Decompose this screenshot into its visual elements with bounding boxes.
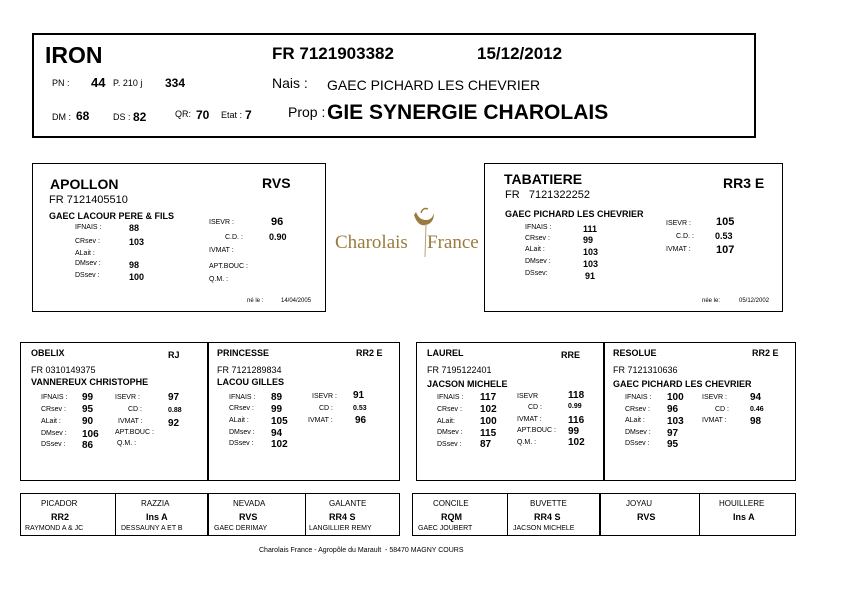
gp-stat-label: DSsev :	[41, 441, 66, 448]
p210-label: P. 210 j	[113, 78, 143, 88]
gp-stat-value: 99	[271, 404, 283, 415]
gp-stat-label: CRsev :	[229, 405, 254, 412]
dam-stat-value: 111	[583, 224, 598, 234]
gp-stat-value: 95	[667, 439, 679, 450]
sire-stat-value: 96	[271, 216, 284, 228]
logo-text-left: Charolais	[335, 232, 408, 253]
gp-stat-value: 102	[568, 437, 585, 448]
sire-stat-label: DSsev :	[75, 272, 100, 279]
gp-stat-value: 86	[82, 440, 94, 451]
gp-stat-value: 99	[82, 392, 94, 403]
sire-stat-label: IFNAIS :	[75, 224, 102, 231]
gp-stat-value: 103	[667, 416, 684, 427]
sire-owner: GAEC LACOUR PERE & FILS	[49, 211, 175, 221]
etat-label: Etat :	[221, 110, 243, 120]
gp-stat-value: 95	[82, 404, 94, 415]
ggp-owner: DESSAUNY A ET B	[121, 525, 183, 532]
gp-stat-label: APT.BOUC :	[115, 429, 154, 436]
birth-date: 15/12/2012	[477, 44, 563, 63]
gp-stat-label: DSsev :	[625, 440, 650, 447]
dam-stat-value: 91	[585, 271, 596, 281]
gp-stat-label: DMsev :	[229, 429, 255, 436]
sire-name: APOLLON	[50, 176, 119, 192]
dam-owner: GAEC PICHARD LES CHEVRIER	[505, 209, 644, 219]
ggp-owner: JACSON MICHELE	[513, 525, 575, 532]
gp-code: RJ	[168, 350, 180, 360]
dam-stat-label: IFNAIS :	[525, 224, 552, 231]
ggp-code: Ins A	[733, 512, 755, 522]
gp-stat-label: IFNAIS :	[41, 394, 68, 401]
gp-owner: VANNEREUX CHRISTOPHE	[31, 377, 149, 387]
gp-stat-value: 118	[568, 390, 585, 401]
great-grandparents-group-3	[412, 493, 600, 536]
sire-code: RVS	[262, 175, 291, 191]
gp-stat-label: ALait :	[229, 417, 249, 424]
gp-stat-value: 96	[667, 404, 679, 415]
dam-born-date: 05/12/2002	[739, 298, 770, 304]
gp-stat-value: 98	[750, 416, 762, 427]
sire-stat-value: 88	[129, 223, 140, 233]
ggp-name: CONCILE	[433, 499, 469, 508]
dam-card	[484, 163, 783, 312]
gp-stat-label: APT.BOUC :	[517, 427, 556, 434]
footer-address: Charolais France - Agropôle du Marault - 58470 MAGNY COURS	[259, 547, 464, 554]
sire-stat-label: CRsev :	[75, 238, 100, 245]
gp-stat-label: IFNAIS :	[437, 394, 464, 401]
qr-value: 70	[196, 108, 210, 122]
qr-label: QR:	[175, 109, 192, 119]
gp-stat-value: 116	[568, 415, 585, 426]
gp-stat-label: IFNAIS :	[625, 394, 652, 401]
pn-label: PN :	[52, 78, 70, 88]
gp-number: FR 7195122401	[427, 365, 492, 375]
animal-number: FR 7121903382	[272, 44, 394, 63]
charolais-france-logo	[330, 203, 480, 263]
dam-stat-label: ALait :	[525, 246, 545, 253]
gp-stat-value: 102	[480, 404, 497, 415]
ggp-code: Ins A	[146, 512, 168, 522]
gp-stat-label: ISEVR :	[312, 393, 337, 400]
gp-stat-value: 97	[667, 428, 679, 439]
dam-stat-value: 99	[583, 235, 594, 245]
dam-stat-label: DMsev :	[525, 258, 551, 265]
gp-stat-label: CRsev :	[437, 406, 462, 413]
sire-stat-label: APT.BOUC :	[209, 263, 248, 270]
dam-stat-value: 103	[583, 259, 599, 269]
ds-value: 82	[133, 110, 147, 124]
sire-born-date: 14/04/2005	[281, 298, 312, 304]
ggp-name: PICADOR	[41, 499, 78, 508]
great-grandparents-group-1	[20, 493, 208, 536]
gp-stat-label: IVMAT :	[702, 417, 727, 424]
ggp-owner: GAEC DERIMAY	[214, 525, 268, 532]
ggp-owner: RAYMOND A & JC	[25, 525, 84, 532]
sire-born-label: né le :	[247, 298, 264, 304]
gp-number: FR 7121289834	[217, 365, 282, 375]
etat-value: 7	[245, 108, 252, 122]
gp-owner: JACSON MICHELE	[427, 379, 508, 389]
gp-stat-value: 0.53	[353, 405, 367, 412]
gp-code: RR2 E	[752, 348, 779, 358]
gp-stat-label: IVMAT :	[308, 417, 333, 424]
gp-stat-label: DSsev :	[229, 440, 254, 447]
gp-stat-value: 99	[568, 426, 580, 437]
p210-value: 334	[165, 76, 186, 90]
gp-name: LAUREL	[427, 348, 464, 358]
gp-stat-label: CD :	[128, 406, 142, 413]
gp-stat-label: CRsev :	[625, 406, 650, 413]
ggp-code: RR4 S	[329, 512, 356, 522]
dam-stat-value: 103	[583, 247, 599, 257]
ggp-code: RR2	[51, 512, 70, 522]
gp-stat-label: DMsev :	[41, 430, 67, 437]
ggp-owner: GAEC JOUBERT	[418, 525, 473, 532]
gp-stat-label: IVMAT :	[517, 416, 542, 423]
ggp-name: BUVETTE	[530, 499, 567, 508]
dam-stat-value: 105	[716, 216, 735, 228]
gp-stat-label: ALait:	[437, 418, 455, 425]
gp-stat-label: ALait :	[625, 417, 645, 424]
gp-stat-value: 0.88	[168, 407, 182, 414]
sire-stat-label: Q.M. :	[209, 276, 229, 283]
gp-stat-value: 105	[271, 416, 288, 427]
gp-stat-value: 90	[82, 416, 94, 427]
gp-stat-label: ISEVR :	[115, 394, 140, 401]
grandparent-card-obelix	[20, 342, 208, 481]
dam-stat-label: CRsev :	[525, 235, 550, 242]
dam-name: TABATIERE	[504, 171, 583, 187]
gp-stat-label: ALait :	[41, 418, 61, 425]
ggp-code: RVS	[239, 512, 258, 522]
grandparent-card-princesse	[208, 342, 400, 481]
animal-header	[32, 33, 756, 138]
gp-code: RR2 E	[356, 348, 383, 358]
gp-code: RRE	[561, 350, 581, 360]
gp-stat-value: 97	[168, 392, 180, 403]
gp-stat-label: CD :	[528, 404, 542, 411]
ggp-code: RR4 S	[534, 512, 561, 522]
gp-stat-value: 91	[353, 390, 365, 401]
nais-label: Nais :	[272, 75, 308, 91]
dm-label: DM :	[52, 112, 71, 122]
gp-number: FR 7121310636	[613, 365, 678, 375]
gp-owner: LACOU GILLES	[217, 377, 284, 387]
grandparent-card-resolue	[604, 342, 796, 481]
dam-born-label: née le:	[702, 298, 721, 304]
gp-stat-value: 92	[168, 418, 180, 429]
gp-name: PRINCESSE	[217, 348, 270, 358]
ds-label: DS :	[113, 112, 131, 122]
gp-name: RESOLUE	[613, 348, 657, 358]
gp-stat-value: 115	[480, 428, 497, 439]
ggp-owner: LANGILLIER REMY	[309, 525, 372, 532]
ggp-name: HOUILLERE	[719, 499, 765, 508]
gp-stat-label: Q.M. :	[117, 440, 137, 447]
gp-stat-value: 94	[750, 392, 762, 403]
dam-code: RR3 E	[723, 175, 765, 191]
ggp-code: RQM	[441, 512, 462, 522]
gp-stat-value: 106	[82, 429, 99, 440]
sire-stat-label: ALait :	[75, 250, 95, 257]
great-grandparents-group-2	[208, 493, 400, 536]
dam-stat-label: DSsev:	[525, 270, 548, 277]
grandparent-card-laurel	[416, 342, 604, 481]
gp-stat-label: CRsev :	[41, 406, 66, 413]
gp-stat-value: 94	[271, 428, 283, 439]
gp-stat-label: DMsev :	[625, 429, 651, 436]
gp-stat-value: 89	[271, 392, 283, 403]
gp-stat-value: 0.46	[750, 406, 764, 413]
ggp-name: RAZZIA	[141, 499, 170, 508]
dam-stat-value: 107	[716, 244, 735, 256]
sire-number: FR 7121405510	[49, 194, 128, 206]
gp-stat-label: Q.M. :	[517, 439, 537, 446]
sire-stat-value: 98	[129, 260, 140, 270]
sire-stat-value: 0.90	[269, 232, 287, 242]
gp-stat-label: ISEVR	[517, 393, 539, 400]
gp-stat-label: CD :	[715, 406, 729, 413]
dam-stat-label: IVMAT :	[666, 246, 691, 253]
sire-stat-value: 103	[129, 237, 145, 247]
gp-stat-label: DSsev :	[437, 441, 462, 448]
gp-stat-value: 100	[480, 416, 497, 427]
ggp-name: JOYAU	[626, 499, 653, 508]
gp-stat-value: 96	[355, 415, 367, 426]
logo-text-right: France	[427, 232, 479, 253]
dam-stat-label: C.D. :	[676, 233, 694, 240]
gp-stat-value: 102	[271, 439, 288, 450]
animal-name: IRON	[45, 42, 103, 68]
ggp-name: NEVADA	[233, 499, 266, 508]
gp-stat-label: ISEVR :	[702, 394, 727, 401]
pn-value: 44	[91, 75, 106, 90]
gp-stat-value: 87	[480, 439, 492, 450]
dam-number: FR 7121322252	[505, 189, 591, 201]
gp-stat-label: CD :	[319, 405, 333, 412]
dm-value: 68	[76, 109, 90, 123]
great-grandparents-group-4	[600, 493, 796, 536]
gp-stat-label: IVMAT :	[118, 418, 143, 425]
gp-owner: GAEC PICHARD LES CHEVRIER	[613, 379, 752, 389]
sire-stat-label: IVMAT :	[209, 247, 234, 254]
nais-value: GAEC PICHARD LES CHEVRIER	[327, 77, 541, 93]
gp-stat-value: 100	[667, 392, 684, 403]
gp-stat-value: 117	[480, 392, 497, 403]
prop-label: Prop :	[288, 104, 326, 120]
gp-stat-label: DMsev :	[437, 429, 463, 436]
prop-value: GIE SYNERGIE CHAROLAIS	[327, 101, 609, 124]
gp-name: OBELIX	[31, 348, 65, 358]
dam-stat-value: 0.53	[715, 231, 733, 241]
sire-stat-label: C.D. :	[225, 234, 243, 241]
ggp-name: GALANTE	[329, 499, 367, 508]
gp-stat-label: IFNAIS :	[229, 394, 256, 401]
sire-stat-value: 100	[129, 272, 145, 282]
sire-stat-label: DMsev :	[75, 260, 101, 267]
sire-stat-label: ISEVR :	[209, 219, 234, 226]
dam-stat-label: ISEVR :	[666, 220, 691, 227]
sire-card	[32, 163, 326, 312]
ggp-code: RVS	[637, 512, 656, 522]
gp-number: FR 0310149375	[31, 365, 96, 375]
gp-stat-value: 0.99	[568, 403, 582, 410]
